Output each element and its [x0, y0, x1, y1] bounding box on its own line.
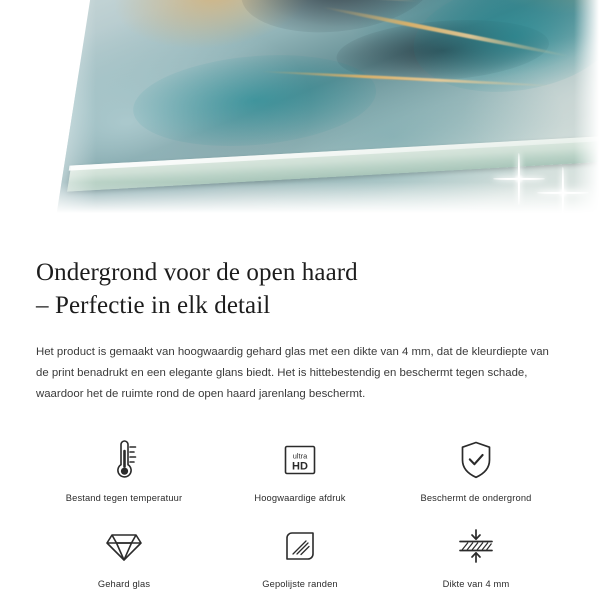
feature-label: Beschermt de ondergrond	[420, 493, 532, 503]
feature-item-surface-protection	[388, 431, 564, 511]
page-title-line-1: Ondergrond voor de open haard	[36, 259, 358, 286]
feature-label: Bestand tegen temperatuur	[65, 493, 183, 503]
shield-check-icon	[456, 437, 496, 483]
feature-item-tempered-glass	[36, 517, 212, 597]
thermometer-icon	[104, 437, 144, 483]
ultra-hd-icon	[280, 437, 320, 483]
feature-label: Gehard glas	[97, 579, 151, 589]
hero-image-inner	[0, 0, 600, 222]
svg-text:ultra: ultra	[292, 451, 308, 461]
page-title	[36, 256, 564, 322]
hero-fade-bottom	[0, 182, 600, 222]
feature-item-temperature	[36, 431, 212, 511]
feature-item-polished-edges	[212, 517, 388, 597]
polished-edges-icon	[280, 523, 320, 569]
description-paragraph: Het product is gemaakt van hoogwaardig gehard glas met een dikte van 4 mm, dat de kleurdiepte van de print benadrukt en een elegante glans biedt. Het is hittebestendig en beschermt tegen schade, waardoor het de ruimte rond de open haard jarenlang beschermt.	[36, 346, 549, 400]
feature-label: Hoogwaardige afdruk	[254, 493, 346, 503]
feature-grid	[36, 431, 564, 597]
diamond-icon	[102, 523, 146, 569]
svg-text:HD: HD	[292, 460, 308, 473]
feature-item-print-quality	[212, 431, 388, 511]
feature-label: Gepolijste randen	[262, 579, 338, 589]
teal-swirl-2	[126, 49, 383, 152]
content-section	[0, 222, 600, 597]
thickness-4mm-icon	[453, 523, 499, 569]
page-title-line-2: – Perfectie in elk detail	[36, 292, 271, 319]
hero-image	[0, 0, 600, 222]
feature-item-thickness	[388, 517, 564, 597]
feature-label: Dikte van 4 mm	[442, 579, 510, 589]
